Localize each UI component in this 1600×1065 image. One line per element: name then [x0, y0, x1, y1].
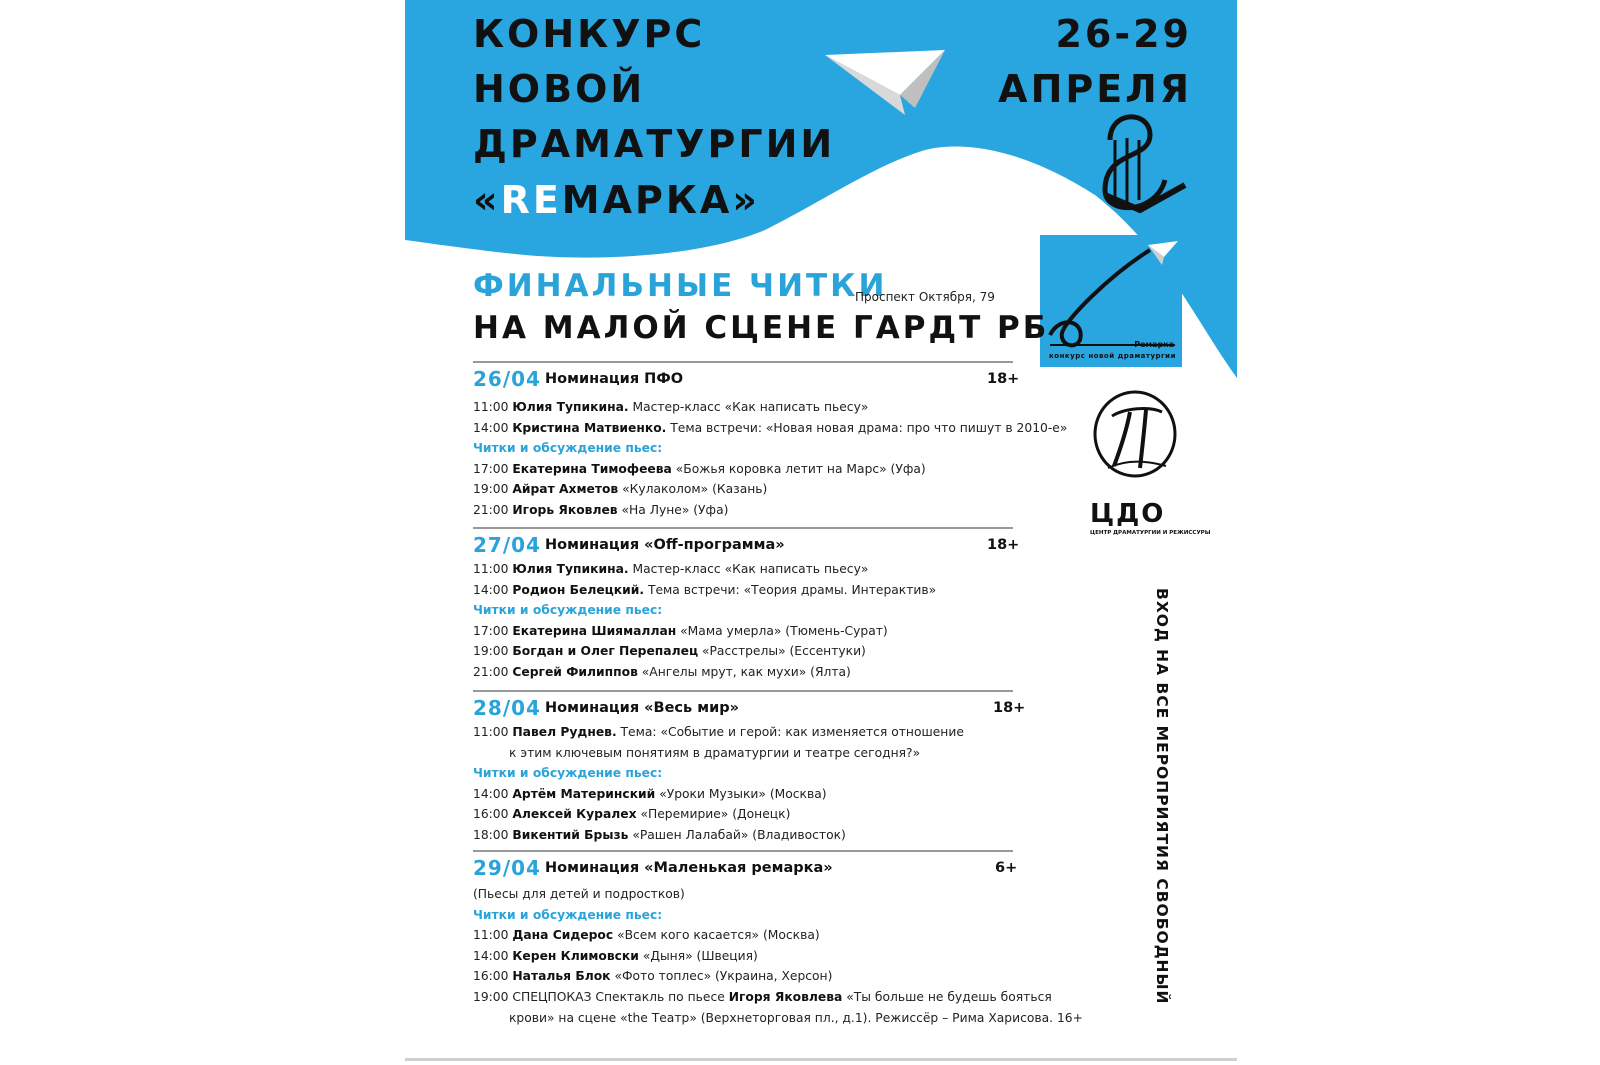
final-readings-title: ФИНАЛЬНЫЕ ЧИТКИ — [473, 268, 888, 304]
readings-label: Читки и обсуждение пьес: — [473, 603, 663, 618]
day-header — [473, 852, 1053, 882]
dates-month: АПРЕЛЯ — [998, 67, 1192, 111]
dates-days: 26-29 — [1055, 12, 1192, 56]
day-date: 28/04 — [473, 696, 541, 720]
title-line-2: НОВОЙ — [473, 67, 646, 111]
quote-open: « — [473, 178, 501, 222]
day-header — [473, 363, 1053, 393]
reading-line: 21:00 Сергей Филиппов «Ангелы мрут, как мухи» (Ялта) — [473, 664, 851, 679]
day-date: 26/04 — [473, 367, 541, 391]
special-show-line: 19:00 СПЕЦПОКАЗ Спектакль по пьесе Игоря Яковлева «Ты больше не будешь бояться — [473, 989, 1052, 1004]
event-line: 14:00 Родион Белецкий. Тема встречи: «Теория драмы. Интерактив» — [473, 582, 937, 597]
reading-line: 21:00 Игорь Яковлев «На Луне» (Уфа) — [473, 502, 729, 517]
reading-line: 16:00 Наталья Блок «Фото топлес» (Украина, Херсон) — [473, 969, 833, 984]
remarka-logo — [1040, 235, 1182, 367]
reading-line: 17:00 Екатерина Тимофеева «Божья коровка летит на Марс» (Уфа) — [473, 461, 926, 476]
day-block — [473, 527, 1053, 683]
remarka-logo-name: Ремарка — [1134, 340, 1174, 349]
free-entry-note: ВХОД НА ВСЕ МЕРОПРИЯТИЯ СВОБОДНЫЙ — [1153, 588, 1171, 1005]
nomination-title: Номинация ПФО — [545, 371, 684, 387]
day-header — [473, 529, 1053, 559]
nomination-title: Номинация «Off-программа» — [545, 537, 785, 553]
age-rating: 18+ — [987, 371, 1020, 387]
venue-address: Проспект Октября, 79 — [855, 290, 995, 304]
cdo-logo-name: ЦДО — [1090, 499, 1166, 529]
cdo-logo-caption: ЦЕНТР ДРАМАТУРГИИ И РЕЖИССУРЫ — [1090, 530, 1211, 536]
title-line-1: КОНКУРС — [473, 12, 706, 56]
day-note: (Пьесы для детей и подростков) — [473, 887, 685, 901]
day-date: 27/04 — [473, 533, 541, 557]
reading-line: 17:00 Екатерина Шиямаллан «Мама умерла» (Тюмень-Сурат) — [473, 623, 888, 638]
special-show-line: крови» на сцене «the Театр» (Верхнеторговая пл., д.1). Режиссёр – Рима Харисова. 16+ — [509, 1010, 1083, 1025]
cdo-logo — [1090, 499, 1211, 550]
theatre-monogram-icon — [1090, 388, 1180, 480]
reading-line: 16:00 Алексей Куралех «Перемирие» (Донецк) — [473, 807, 791, 822]
reading-line: 11:00 Дана Сидерос «Всем кого касается» (Москва) — [473, 928, 820, 943]
reading-line: 18:00 Викентий Брызь «Рашен Лалабай» (Владивосток) — [473, 827, 846, 842]
reading-line: 14:00 Артём Материнский «Уроки Музыки» (Москва) — [473, 786, 827, 801]
quote-close: » — [732, 178, 760, 222]
day-header — [473, 692, 1053, 722]
day-block — [473, 850, 1083, 1028]
readings-label: Читки и обсуждение пьес: — [473, 766, 663, 781]
event-line: 11:00 Юлия Тупикина. Мастер-класс «Как написать пьесу» — [473, 400, 869, 414]
event-line: 14:00 Кристина Матвиенко. Тема встречи: «Новая новая драма: про что пишут в 2010-е» — [473, 420, 1068, 435]
readings-label: Читки и обсуждение пьес: — [473, 907, 663, 922]
remarka-logo-caption: конкурс новой драматургии — [1049, 352, 1176, 360]
poster — [405, 0, 1237, 1061]
day-block — [473, 690, 1053, 846]
nomination-title: Номинация «Маленькая ремарка» — [545, 860, 833, 876]
stage-title: НА МАЛОЙ СЦЕНЕ ГАРДТ РБ — [473, 310, 1050, 346]
title-line-4 — [473, 178, 760, 222]
reading-line: 19:00 Айрат Ахметов «Кулаколом» (Казань) — [473, 482, 768, 497]
reading-line: 19:00 Богдан и Олег Перепалец «Расстрелы» (Ессентуки) — [473, 644, 866, 659]
age-rating: 18+ — [993, 700, 1026, 716]
readings-label: Читки и обсуждение пьес: — [473, 441, 663, 456]
event-line: к этим ключевым понятиям в драматургии и театре сегодня?» — [509, 745, 921, 760]
event-line: 11:00 Юлия Тупикина. Мастер-класс «Как написать пьесу» — [473, 562, 869, 576]
reading-line: 14:00 Керен Климовски «Дыня» (Швеция) — [473, 948, 758, 963]
day-date: 29/04 — [473, 856, 541, 880]
title-line-3: ДРАМАТУРГИИ — [473, 122, 836, 166]
event-line: 11:00 Павел Руднев. Тема: «Событие и герой: как изменяется отношение — [473, 725, 964, 739]
brand-rest: МАРКА — [561, 178, 733, 222]
age-rating: 18+ — [987, 537, 1020, 553]
brand-re: RE — [500, 178, 562, 222]
day-block — [473, 361, 1068, 521]
nomination-title: Номинация «Весь мир» — [545, 700, 740, 716]
age-rating: 6+ — [995, 860, 1018, 876]
